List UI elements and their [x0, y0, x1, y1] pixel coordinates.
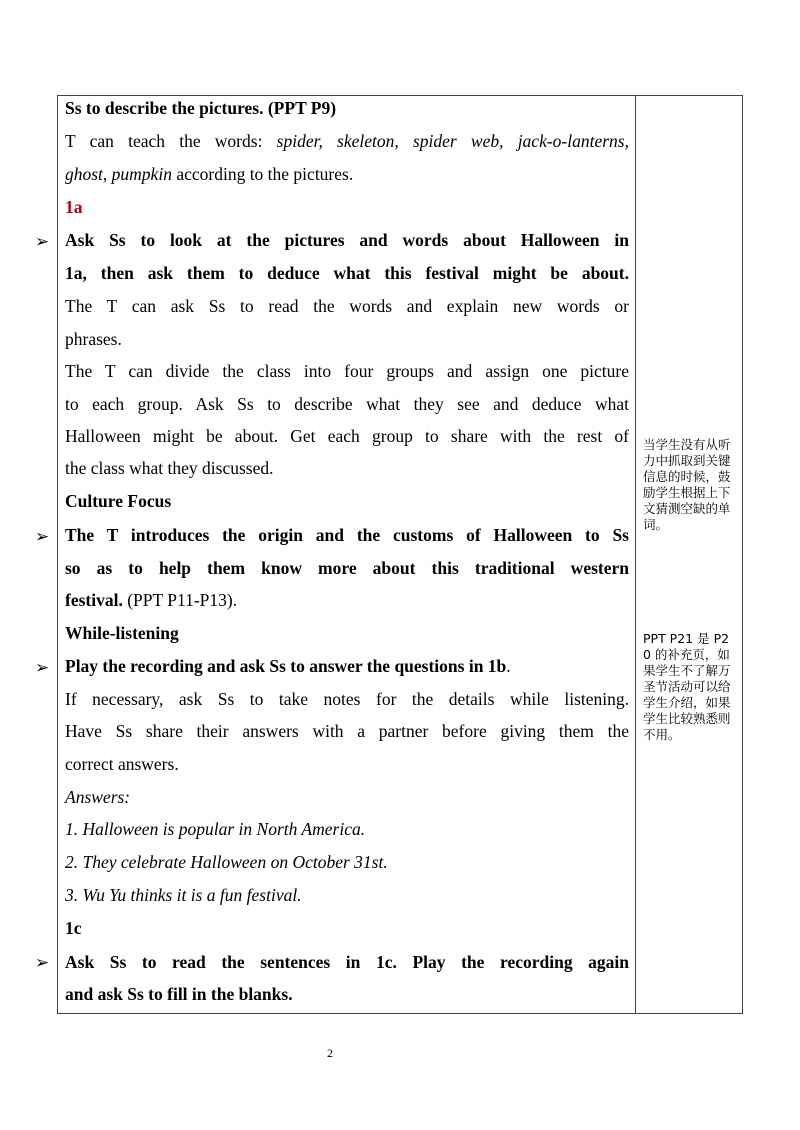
teacher-note: PPT P21 是 P20 的补充页，如果学生不了解万圣节活动可以给学生介绍，如果学生比较熟悉则不用。: [643, 631, 731, 742]
section-heading-1a: 1a: [65, 197, 83, 217]
step-line: to each group. Ask Ss to describe what they see and deduce what: [65, 394, 629, 414]
section-heading-culture-focus: Culture Focus: [65, 491, 172, 511]
bullet-arrow-icon: ➢: [35, 658, 50, 678]
step-line: and ask Ss to fill in the blanks.: [65, 984, 293, 1004]
answer-item: 3. Wu Yu thinks it is a fun festival.: [65, 885, 302, 905]
step-line: Play the recording and ask Ss to answer the questions in 1b.: [65, 656, 511, 676]
column-divider: [635, 95, 636, 1014]
step-line: Halloween might be about. Get each group to share with the rest of: [65, 426, 629, 446]
answer-item: 1. Halloween is popular in North America.: [65, 819, 366, 839]
step-line: Ask Ss to read the sentences in 1c. Play the recording again: [65, 952, 629, 972]
step-line: correct answers.: [65, 754, 179, 774]
step-line: Ss to describe the pictures. (PPT P9): [65, 98, 337, 118]
step-line: phrases.: [65, 329, 122, 349]
step-line: the class what they discussed.: [65, 458, 274, 478]
section-heading-while-listening: While-listening: [65, 623, 179, 643]
bullet-arrow-icon: ➢: [35, 527, 50, 547]
bullet-arrow-icon: ➢: [35, 232, 50, 252]
step-line: T can teach the words: spider, skeleton, spider web, jack-o-lanterns,: [65, 131, 629, 151]
step-line: ghost, pumpkin according to the pictures.: [65, 164, 354, 184]
page-number: 2: [327, 1046, 333, 1060]
section-heading-1c: 1c: [65, 918, 82, 938]
bullet-arrow-icon: ➢: [35, 953, 50, 973]
teacher-note: 当学生没有从听力中抓取到关键信息的时候，鼓励学生根据上下文猜测空缺的单词。: [643, 437, 731, 532]
step-line: Have Ss share their answers with a partner before giving them the: [65, 721, 629, 741]
step-line: The T can ask Ss to read the words and explain new words or: [65, 296, 629, 316]
step-line: 1a, then ask them to deduce what this festival might be about.: [65, 263, 629, 283]
step-line: Ask Ss to look at the pictures and words about Halloween in: [65, 230, 629, 250]
answers-label: Answers:: [65, 787, 131, 807]
step-line: If necessary, ask Ss to take notes for the details while listening.: [65, 689, 629, 709]
step-line: festival. (PPT P11-P13).: [65, 590, 238, 610]
answer-item: 2. They celebrate Halloween on October 31st.: [65, 852, 388, 872]
step-line: The T introduces the origin and the customs of Halloween to Ss: [65, 525, 629, 545]
step-line: The T can divide the class into four groups and assign one picture: [65, 361, 629, 381]
step-line: so as to help them know more about this traditional western: [65, 558, 629, 578]
